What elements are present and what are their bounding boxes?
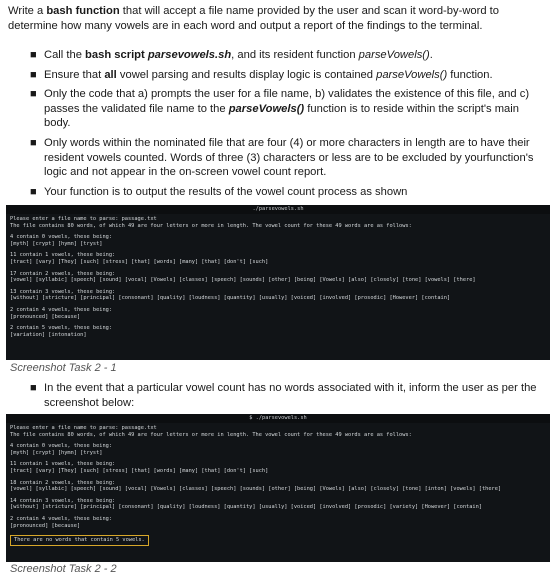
bullet-icon: ■ [30, 136, 37, 149]
terminal-line: 4 contain 0 vowels, these being: [10, 234, 113, 241]
terminal-line: [vowel] [syllabic] [speech] [sound] [vocal] [Vowels] [classes] [speech] [sounds] [other] [being] [Vowels] [also] [closely] [tone] [vowels] [there] [10, 277, 476, 284]
terminal-line: [pronounced] [because] [10, 522, 81, 529]
terminal-line: 2 contain 4 vowels, these being: [10, 515, 113, 522]
terminal-line: [tract] [vary] [They] [such] [stress] [that] [words] [many] [that] [don't] [such] [10, 258, 269, 265]
list-item: ■ In the event that a particular vowel count has no words associated with it, inform the user as per the screenshot below: [30, 382, 537, 409]
list-item: ■ Only the code that a) prompts the user for a file name, b) validates the existence of this file, and c) passes the validated file name to the parseVowels() function is to reside within the script's main body. [30, 88, 530, 130]
terminal-line: Please enter a file name to parse: passage.txt [10, 425, 157, 431]
terminal-line: [variation] [intonation] [10, 331, 87, 338]
no-words-message: There are no words that contain 5 vowels. [10, 535, 149, 546]
bullet-icon: ■ [30, 88, 37, 101]
terminal-line: [myth] [crypt] [hymn] [tryst] [10, 449, 103, 456]
terminal-line: 11 contain 1 vowels, these being: [10, 461, 116, 468]
terminal-line: 17 contain 2 vowels, these being: [10, 270, 116, 277]
intro-text-2: that will accept a file name provided by the user and scan it word-by-word to determine how many vowels are in each word and output a report of the findings to the terminal. [8, 5, 500, 32]
terminal-line: 18 contain 2 vowels, these being: [10, 479, 116, 486]
caption: Screenshot Task 2 - 2 [10, 563, 117, 575]
terminal-line: [without] [stricture] [principal] [consonant] [quality] [loudness] [quantity] [usually] [voiced] [involved] [prosodic] [variety] [However] [contain] [10, 504, 482, 511]
terminal-output [10, 216, 547, 338]
list-item: ■ Your function is to output the results of the vowel count process as shown [30, 185, 408, 198]
terminal-title: $ ./parsevowels.sh [6, 414, 550, 423]
terminal-line: [tract] [vary] [They] [such] [stress] [that] [words] [many] [that] [don't] [such] [10, 467, 269, 474]
bullet-icon: ■ [30, 185, 37, 198]
terminal-output [10, 425, 547, 534]
intro-text: Write a [8, 5, 47, 17]
terminal-line: Please enter a file name to parse: passage.txt [10, 216, 157, 222]
bullet-icon: ■ [30, 382, 37, 394]
intro-bold: bash function [46, 5, 120, 17]
terminal-line: The file contains 80 words, of which 49 are four letters or more in length. The vowel count for these 49 words are as follows: [10, 222, 412, 229]
list-item: ■ Ensure that all vowel parsing and results display logic is contained parseVowels() function. [30, 68, 493, 81]
terminal-line: [myth] [crypt] [hymn] [tryst] [10, 240, 103, 247]
intro-paragraph [8, 4, 548, 33]
terminal-line: 2 contain 4 vowels, these being: [10, 306, 113, 313]
list-item: ■ Only words within the nominated file that are four (4) or more characters in length are to have their resident vowels counted. Words of three (3) characters or less are to be excluded by yourfunction's logic and not appear in the on-screen vowel count report. [30, 136, 534, 179]
terminal-line: The file contains 80 words, of which 49 are four letters or more in length. The vowel count for these 49 words are as follows: [10, 431, 412, 438]
terminal-line: 14 contain 3 vowels, these being: [10, 497, 116, 504]
caption: Screenshot Task 2 - 1 [10, 362, 117, 374]
blank-line [10, 529, 547, 534]
terminal-line: 13 contain 3 vowels, these being: [10, 288, 116, 295]
bullet-icon: ■ [30, 49, 37, 61]
terminal-line: 11 contain 1 vowels, these being: [10, 252, 116, 259]
terminal-line: 2 contain 5 vowels, these being: [10, 325, 113, 332]
terminal-screenshot-2 [6, 414, 550, 562]
requirements-list [8, 48, 548, 204]
terminal-line: [pronounced] [because] [10, 313, 81, 320]
bullet-icon: ■ [30, 68, 37, 81]
terminal-title: ./parsevowels.sh [6, 205, 550, 214]
terminal-line: [vowel] [syllabic] [speech] [sound] [vocal] [Vowels] [classes] [speech] [sounds] [other] [being] [Vowels] [also] [closely] [tone] [inton] [vowels] [there] [10, 486, 502, 493]
terminal-line: 4 contain 0 vowels, these being: [10, 443, 113, 450]
terminal-line: [without] [stricture] [principal] [consonant] [quality] [loudness] [quantity] [usually] [voiced] [involved] [prosodic] [However] [contain] [10, 295, 451, 302]
list-item: ■ Call the bash script parsevowels.sh, and its resident function parseVowels(). [30, 49, 433, 61]
terminal-screenshot-1 [6, 205, 550, 360]
requirements-list-2 [8, 381, 548, 415]
